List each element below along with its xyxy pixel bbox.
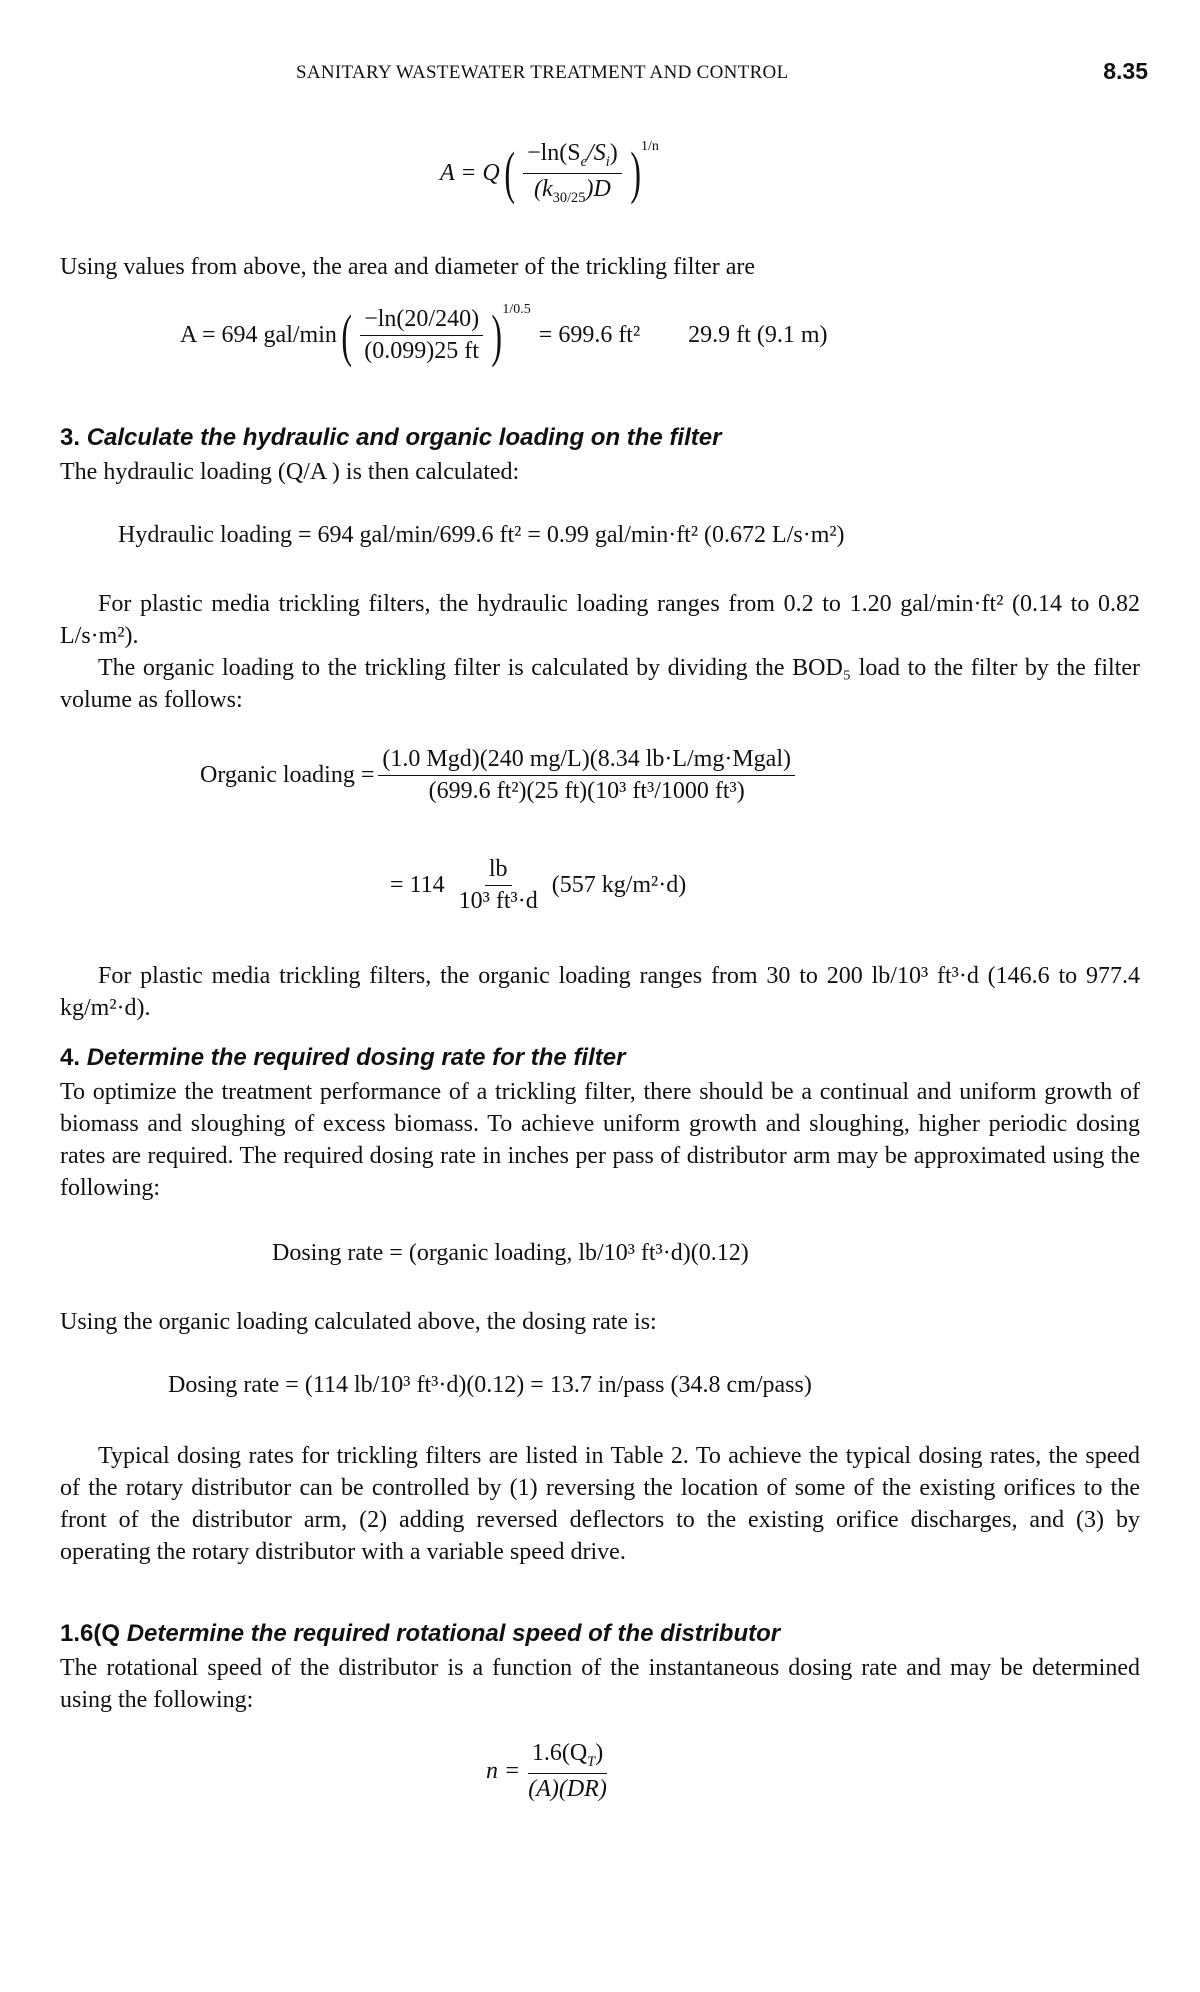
left-paren: (	[504, 140, 515, 206]
paragraph-organic-range: For plastic media trickling filters, the organic loading ranges from 30 to 200 lb/10³ ft³·d (146.6 to 977.4 kg/m²·d).	[60, 963, 1140, 1021]
eq2-exponent: 1/0.5	[502, 301, 531, 317]
right-paren: )	[630, 140, 641, 206]
eq2-result: = 699.6 ft²	[538, 322, 641, 348]
equation-hydraulic-loading: Hydraulic loading = 694 gal/min/699.6 ft² = 0.99 gal/min·ft² (0.672 L/s·m²)	[118, 522, 845, 548]
paragraph-dosing-calc-intro: Using the organic loading calculated above, the dosing rate is:	[60, 1309, 657, 1335]
left-paren: (	[341, 302, 352, 368]
paragraph-using-values: Using values from above, the area and diameter of the trickling filter are	[60, 254, 756, 280]
paragraph-hydraulic-range: For plastic media trickling filters, the hydraulic loading ranges from 0.2 to 1.20 gal/min·ft² (0.14 to 0.82 L/s·m²).	[60, 591, 1140, 649]
eq2-diameter: 29.9 ft (9.1 m)	[688, 322, 828, 348]
organic-result-units	[455, 856, 542, 915]
eq1-lhs: A = Q	[440, 159, 500, 186]
organic-result-si: (557 kg/m²·d)	[551, 872, 687, 898]
rotational-fraction	[524, 1740, 611, 1803]
organic-loading-fraction	[378, 746, 795, 805]
organic-loading-denominator: (699.6 ft²)(25 ft)(10³ ft³/1000 ft³)	[428, 778, 745, 804]
right-paren: )	[491, 302, 503, 368]
section-3-intro: The hydraulic loading (Q/A ) is then calculated:	[60, 459, 520, 485]
section-5-heading	[60, 1620, 780, 1648]
page-number: 8.35	[1103, 58, 1148, 84]
eq2-lhs: A = 694 gal/min	[180, 322, 337, 348]
paragraph-organic-loading: The organic loading to the trickling filter is calculated by dividing the BOD₅ load to the filter by the filter volume as follows:	[60, 655, 1140, 713]
eq2-numerator: −ln(20/240)	[360, 306, 483, 336]
organic-result-numerator: lb	[485, 856, 512, 886]
equation-organic-result	[390, 856, 686, 915]
section-4-heading	[60, 1044, 625, 1072]
section-title: Calculate the hydraulic and organic loading on the filter	[86, 424, 722, 451]
eq1-numerator: $-\ln(S_e/S_i)$	[523, 140, 622, 174]
equation-area-calc	[180, 301, 828, 368]
organic-result-denominator: 10³ ft³·d	[458, 888, 538, 914]
section-number: 1.6(Q	[60, 1620, 121, 1647]
eq1-fraction	[523, 140, 622, 207]
section-number: 4.	[60, 1044, 81, 1071]
eq2-denominator: (0.099)25 ft	[364, 338, 479, 364]
equation-dosing-rate-calc: Dosing rate = (114 lb/10³ ft³·d)(0.12) = 13.7 in/pass (34.8 cm/pass)	[168, 1372, 812, 1398]
page-header	[60, 0, 1148, 84]
eq2-fraction	[360, 306, 483, 365]
paragraph-dosing-intro: To optimize the treatment performance of a trickling filter, there should be a continual and uniform growth of biomass and sloughing of excess biomass. To achieve uniform growth and sloughing, higher periodic dosing rates are required. The required dosing rate in inches per pass of distributor arm may be approximated using the following:	[60, 1079, 1140, 1201]
rotational-denominator: (A)(DR)	[528, 1775, 607, 1802]
equation-area-formula	[440, 140, 659, 207]
equation-dosing-rate-general: Dosing rate = (organic loading, lb/10³ ft³·d)(0.12)	[272, 1240, 749, 1266]
organic-loading-label: Organic loading =	[200, 762, 375, 788]
organic-result-value: = 114	[390, 872, 445, 898]
section-title: Determine the required rotational speed of the distributor	[126, 1620, 781, 1647]
page	[60, 0, 1148, 1802]
equation-rotational-speed	[486, 1740, 615, 1803]
rotational-numerator: $1.6(Q_T)$	[528, 1740, 607, 1774]
paragraph-typical-dosing: Typical dosing rates for trickling filters are listed in Table 2. To achieve the typical dosing rates, the speed of the rotary distributor can be controlled by (1) reversing the location of some of the existing orifices to the front of the distributor arm, (2) adding reversed deflectors to the existing orifice discharges, and (3) by operating the rotary distributor with a variable speed drive.	[60, 1443, 1140, 1565]
section-3-heading	[60, 424, 721, 452]
paragraph-rotational-intro: The rotational speed of the distributor is a function of the instantaneous dosing rate and may be determined using the following:	[60, 1655, 1140, 1713]
eq1-exponent: 1/n	[641, 139, 659, 155]
running-title: SANITARY WASTEWATER TREATMENT AND CONTROL	[296, 62, 789, 83]
section-number: 3.	[60, 424, 81, 451]
organic-loading-numerator: (1.0 Mgd)(240 mg/L)(8.34 lb·L/mg·Mgal)	[378, 746, 795, 776]
rotational-lhs: n =	[486, 1757, 521, 1784]
eq1-denominator: $(k_{30/25})D$	[534, 175, 611, 206]
section-title: Determine the required dosing rate for the filter	[86, 1044, 626, 1071]
equation-organic-loading	[200, 746, 799, 805]
